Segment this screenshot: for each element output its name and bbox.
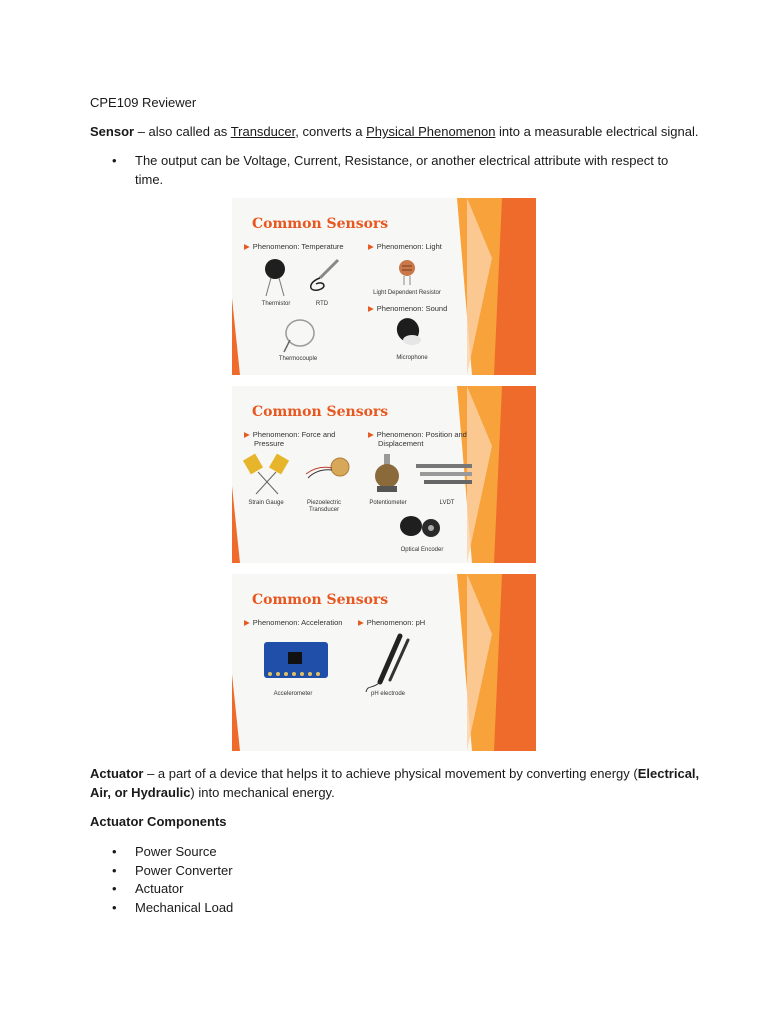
physical-phenomenon-term: Physical Phenomenon: [366, 124, 496, 139]
caption-accelerometer: Accelerometer: [273, 691, 313, 697]
phenomenon-label: ▶ Phenomenon: pH: [358, 618, 426, 627]
actuator-text-2: ) into mechanical energy.: [190, 785, 335, 800]
bullet-dot: •: [112, 844, 117, 859]
caption-thermocouple: Thermocouple: [278, 356, 318, 362]
ph-electrode-image: [362, 632, 412, 694]
caption-strain-gauge: Strain Gauge: [248, 500, 284, 506]
phenomenon-position-1: Phenomenon: Position and: [376, 430, 467, 439]
caption-lvdt: LVDT: [439, 500, 455, 506]
list-item: [112, 899, 312, 917]
phenomenon-force-2: Pressure: [254, 439, 285, 448]
sensor-bullet-line-2: time.: [135, 172, 164, 187]
bullet-dot: •: [112, 153, 117, 168]
caption-optical-encoder: Optical Encoder: [400, 547, 444, 553]
caption-piezo-1: Piezoelectric: [306, 500, 341, 506]
caption-piezo-2: Transducer: [308, 507, 340, 513]
thermocouple-image: [280, 316, 320, 354]
bullet-dot: •: [112, 863, 117, 878]
list-item: [112, 843, 312, 861]
slide-image-1: [232, 198, 536, 375]
caption-ph-electrode: pH electrode: [370, 691, 406, 697]
actuator-definition-line-2: [90, 784, 335, 802]
potentiometer-image: [367, 452, 407, 496]
list-item-label: Actuator: [135, 881, 184, 896]
sensor-text-2: , converts a: [295, 124, 367, 139]
caption-potentiometer: Potentiometer: [369, 500, 407, 506]
phenomenon-label: ▶ Phenomenon: Force and Pressure: [244, 430, 336, 448]
phenomenon-temperature: Phenomenon: Temperature: [252, 242, 344, 251]
caption-microphone: Microphone: [396, 355, 428, 361]
phenomenon-ph: Phenomenon: pH: [366, 618, 426, 627]
phenomenon-label: ▶ Phenomenon: Light: [368, 242, 442, 251]
caption-ldr: Light Dependent Resistor: [373, 290, 441, 296]
thermistor-image: [260, 258, 290, 298]
doc-title: CPE109 Reviewer: [90, 95, 197, 110]
strain-gauge-image: [242, 452, 294, 496]
slide-title: Common Sensors: [252, 216, 389, 232]
microphone-image: [392, 316, 422, 350]
sensor-bullet: [112, 152, 672, 188]
list-item-label: Mechanical Load: [135, 900, 234, 915]
list-item-label: Power Source: [135, 844, 217, 859]
optical-encoder-image: [397, 514, 443, 542]
sensor-text-3: into a measurable electrical signal.: [495, 124, 699, 139]
accelerometer-image: [262, 638, 330, 684]
sensor-bullet-line-1: The output can be Voltage, Current, Resistance, or another electrical attribute with respect to: [135, 153, 669, 168]
caption-piezo: [294, 500, 354, 514]
caption-rtd: RTD: [315, 301, 329, 307]
actuator-term: Actuator: [90, 766, 144, 781]
phenomenon-label: ▶ Phenomenon: Sound: [368, 304, 448, 313]
actuator-definition-line-1: [90, 765, 699, 783]
ldr-image: [392, 256, 422, 286]
rtd-image: [302, 256, 344, 296]
piezo-image: [302, 456, 352, 486]
list-item: [112, 862, 312, 880]
transducer-term: Transducer: [230, 124, 296, 139]
sensor-text-1: – also called as: [134, 124, 231, 139]
list-item-label: Power Converter: [135, 863, 233, 878]
phenomenon-acceleration: Phenomenon: Acceleration: [252, 618, 343, 627]
slide-image-2: [232, 386, 536, 563]
list-item: [112, 880, 312, 898]
lvdt-image: [414, 460, 476, 490]
phenomenon-sound: Phenomenon: Sound: [376, 304, 448, 313]
phenomenon-light: Phenomenon: Light: [376, 242, 442, 251]
slide-title: Common Sensors: [252, 592, 389, 608]
phenomenon-label: ▶ Phenomenon: Position and Displacement: [368, 430, 467, 448]
actuator-bold-1: Electrical,: [637, 766, 700, 781]
actuator-bold-2: Air, or Hydraulic: [90, 785, 191, 800]
components-heading: Actuator Components: [90, 814, 227, 829]
actuator-text-1: – a part of a device that helps it to achieve physical movement by converting energy (: [143, 766, 638, 781]
slide-title: Common Sensors: [252, 404, 389, 420]
sensor-definition: [90, 123, 698, 141]
phenomenon-label: ▶ Phenomenon: Temperature: [244, 242, 344, 251]
caption-thermistor: Thermistor: [261, 301, 291, 307]
slide-image-3: [232, 574, 536, 751]
phenomenon-position-2: Displacement: [378, 439, 424, 448]
bullet-dot: •: [112, 900, 117, 915]
phenomenon-label: ▶ Phenomenon: Acceleration: [244, 618, 343, 627]
sensor-term: Sensor: [90, 124, 135, 139]
phenomenon-force-1: Phenomenon: Force and: [252, 430, 336, 439]
bullet-dot: •: [112, 881, 117, 896]
